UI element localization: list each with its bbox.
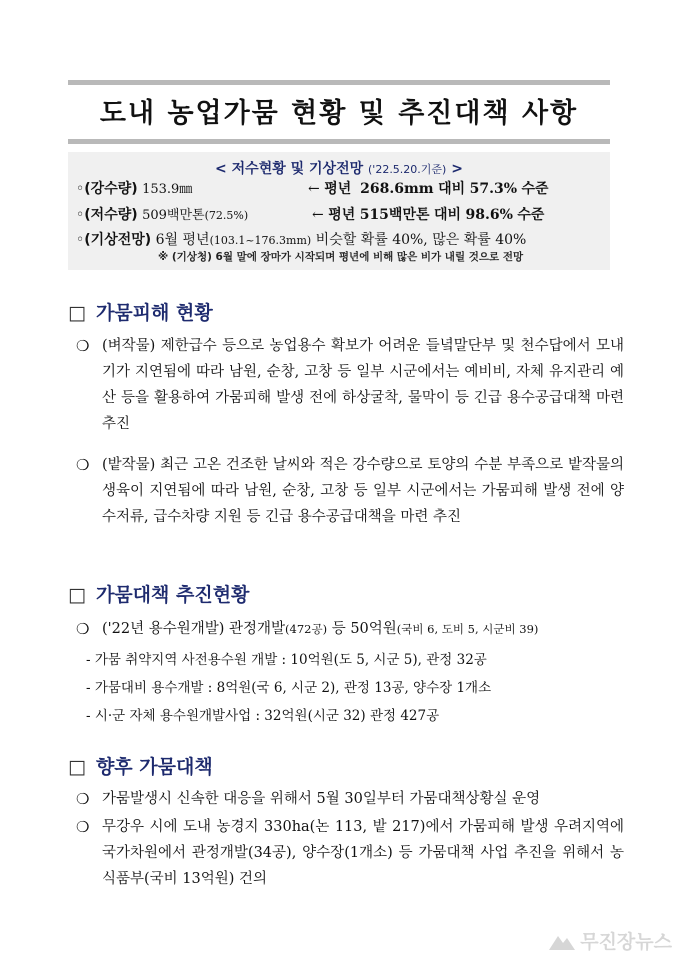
text-part-small: (472공) xyxy=(285,622,328,636)
title-bottom-rule xyxy=(68,139,610,144)
rainfall-value: 153.9㎜ xyxy=(142,182,193,197)
circle-bullet-icon: ❍ xyxy=(76,456,90,474)
compare-word: 평년 xyxy=(324,181,352,197)
paragraph-text: 무강우 시에 도내 농경지 330ha(논 113, 밭 217)에서 가뭄피해 발생 우려지역에 국가차원에서 관정개발(34공), 양수장(1개소) 등 가뭄대책 사업 추진을 위해서 농식품부(국비 13억원) 건의 xyxy=(102,819,624,887)
section-title: 향후 가뭄대책 xyxy=(95,756,213,778)
kma-note: ※ (기상청) 6월 말에 장마가 시작되며 평년에 비해 많은 비가 내릴 것으로 전망 xyxy=(158,251,524,263)
watermark-text: 무진장뉴스 xyxy=(580,931,672,953)
row-bullet: ◦ xyxy=(76,181,85,197)
paragraph-water-development xyxy=(76,616,624,642)
section-title: 가뭄대책 추진현황 xyxy=(95,584,250,606)
storage-value: 509백만톤 xyxy=(142,208,205,223)
checkbox-square-icon: □ xyxy=(68,756,86,778)
text-part-small: (국비 6, 도비 5, 시군비 39) xyxy=(396,622,539,636)
circle-bullet-icon: ❍ xyxy=(76,620,90,638)
paragraph-field-crops xyxy=(76,452,624,530)
forecast-range: (103.1~176.3mm) xyxy=(209,234,312,247)
circle-bullet-icon: ❍ xyxy=(76,337,90,355)
reservoir-weather-box xyxy=(68,152,610,270)
info-heading xyxy=(68,158,610,178)
compare-word: 수준 xyxy=(517,207,545,223)
checkbox-square-icon: □ xyxy=(68,302,86,324)
rainfall-label: (강수량) xyxy=(84,181,138,197)
document-title: 도내 농업가뭄 현황 및 추진대책 사항 xyxy=(99,98,579,129)
forecast-probability: 비슷할 확률 40%, 많은 확률 40% xyxy=(315,232,527,248)
sub-item: - 가뭄 취약지역 사전용수원 개발 : 10억원(도 5, 시군 5), 관정 32공 xyxy=(86,652,487,668)
rainfall-percent: 57.3% xyxy=(469,181,517,197)
left-arrow-icon: ← xyxy=(308,181,320,197)
paragraph-rice xyxy=(76,333,624,437)
info-heading-text: < 저수현황 및 기상전망 xyxy=(215,161,364,177)
text-part: 등 50억원 xyxy=(331,621,397,637)
mountain-logo-icon xyxy=(548,930,576,952)
rainfall-normal-value: 268.6mm xyxy=(360,181,434,197)
forecast-row xyxy=(76,229,604,249)
forecast-text: 6월 평년 xyxy=(155,232,210,248)
left-arrow-icon: ← xyxy=(312,207,324,223)
circle-bullet-icon: ❍ xyxy=(76,790,90,808)
storage-normal-value: 515백만톤 xyxy=(359,207,430,223)
section-title: 가뭄피해 현황 xyxy=(95,302,213,324)
paragraph-text xyxy=(102,616,624,642)
paragraph-text: (밭작물) 최근 고온 건조한 날씨와 적은 강수량으로 토양의 수분 부족으로 밭작물의 생육이 지연됨에 따라 남원, 순창, 고창 등 일부 시군에서는 가뭄피해 발생 전에 양수저류, 급수차량 지원 등 긴급 용수공급대책을 마련 추진 xyxy=(102,457,624,525)
paragraph-no-rain-plan xyxy=(76,814,624,892)
paragraph-text: 가뭄발생시 신속한 대응을 위해서 5월 30일부터 가뭄대책상황실 운영 xyxy=(102,791,541,807)
circle-bullet-icon: ❍ xyxy=(76,818,90,836)
compare-word: 수준 xyxy=(521,181,549,197)
storage-compare xyxy=(312,204,544,224)
document-title-bar xyxy=(68,80,610,144)
section-heading-measures-progress xyxy=(68,580,249,607)
storage-percent: (72.5%) xyxy=(204,209,249,222)
rainfall-row xyxy=(76,178,604,198)
sub-item: - 시·군 자체 용수원개발사업 : 32억원(시군 32) 관정 427공 xyxy=(86,708,440,724)
forecast-label: (기상전망) xyxy=(84,232,152,248)
checkbox-square-icon: □ xyxy=(68,584,86,606)
section-heading-future-measures xyxy=(68,752,213,779)
text-part: ('22년 용수원개발) 관정개발 xyxy=(102,621,286,637)
title-top-rule xyxy=(68,80,610,85)
compare-word: 평년 xyxy=(328,207,356,223)
paragraph-situation-room xyxy=(76,786,624,812)
row-bullet: ◦ xyxy=(76,232,85,248)
rainfall-compare xyxy=(308,178,549,198)
row-bullet: ◦ xyxy=(76,207,85,223)
storage-row xyxy=(76,204,604,224)
paragraph-text: (벼작물) 제한급수 등으로 농업용수 확보가 어려운 들녘말단부 및 천수답에서 모내기가 지연됨에 따라 남원, 순창, 고창 등 일부 시군에서는 예비비, 자체 유지관리 예산 등을 활용하여 가뭄피해 발생 전에 하상굴착, 물막이 등 긴급 용수공급대책 마련 추진 xyxy=(102,338,624,432)
storage-percent-of-normal: 98.6% xyxy=(465,207,513,223)
info-heading-close: > xyxy=(451,161,463,177)
sub-item: - 가뭄대비 용수개발 : 8억원(국 6, 시군 2), 관정 13공, 양수장 1개소 xyxy=(86,680,492,696)
compare-word: 대비 xyxy=(433,207,462,223)
section-heading-drought-damage xyxy=(68,298,213,325)
info-heading-date: ('22.5.20.기준) xyxy=(368,163,447,176)
compare-word: 대비 xyxy=(438,181,466,197)
storage-label: (저수량) xyxy=(84,207,138,223)
news-watermark xyxy=(548,927,672,954)
